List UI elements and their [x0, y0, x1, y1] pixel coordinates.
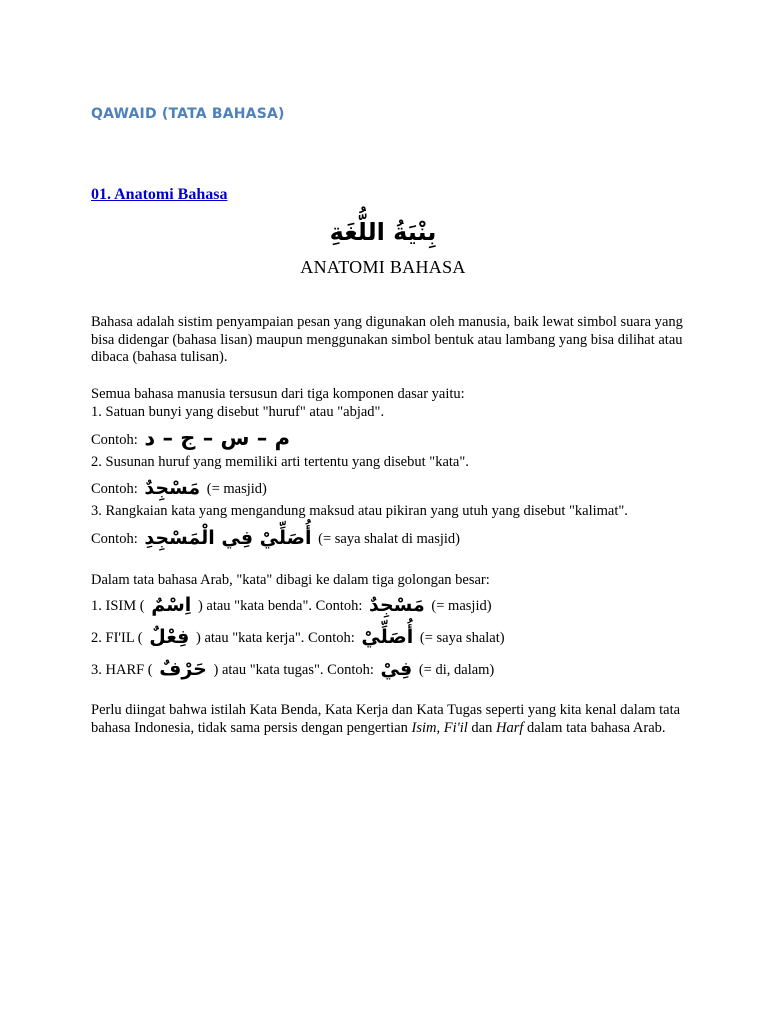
- arabic-term: حَرْفٌ: [159, 658, 207, 680]
- example-1: [91, 426, 293, 450]
- arabic-example: فِيْ: [380, 658, 413, 680]
- example-3: [91, 529, 460, 548]
- example-meaning: (= saya shalat di masjid): [318, 531, 460, 547]
- example-label: Contoh:: [91, 481, 138, 497]
- component-item-3: 3. Rangkaian kata yang mengandung maksud atau pikiran yang utuh yang disebut "kalimat".: [91, 503, 628, 519]
- word-classes-lead: Dalam tata bahasa Arab, "kata" dibagi ke dalam tiga golongan besar:: [91, 572, 490, 588]
- word-class-desc: ) atau "kata benda". Contoh:: [197, 598, 363, 614]
- example-meaning: (= masjid): [206, 481, 267, 497]
- example-label: Contoh:: [91, 432, 138, 448]
- term-harf: Harf: [495, 719, 524, 736]
- word-class-prefix: 1. ISIM (: [91, 598, 145, 614]
- arabic-term: فِعْلٌ: [149, 626, 190, 648]
- word-class-prefix: 3. HARF (: [91, 662, 153, 678]
- arabic-word: مَسْجِدٌ: [144, 477, 201, 499]
- component-item-1: 1. Satuan bunyi yang disebut "huruf" atau "abjad".: [91, 404, 385, 420]
- note-text-end: dalam tata bahasa Arab.: [523, 719, 666, 736]
- word-class-item-fiil: [91, 628, 505, 647]
- word-class-desc: ) atau "kata tugas". Contoh:: [213, 662, 374, 678]
- note-paragraph: [91, 702, 691, 737]
- term-isim: Isim: [411, 719, 437, 736]
- word-class-prefix: 2. FI'IL (: [91, 630, 143, 646]
- example-2: [91, 479, 267, 498]
- component-item-2: 2. Susunan huruf yang memiliki arti tertentu yang disebut "kata".: [91, 454, 469, 470]
- word-class-item-isim: [91, 596, 492, 615]
- arabic-title: بِنْيَةُ اللُّغَةِ: [329, 218, 437, 246]
- word-class-desc: ) atau "kata kerja". Contoh:: [195, 630, 355, 646]
- example-meaning: (= saya shalat): [419, 630, 505, 646]
- components-lead: Semua bahasa manusia tersusun dari tiga komponen dasar yaitu:: [91, 386, 465, 402]
- note-separator: ,: [436, 719, 444, 736]
- word-class-item-harf: [91, 660, 494, 679]
- arabic-sentence: أُصَلِّيْ فِي الْمَسْجِدِ: [144, 527, 312, 549]
- section-title: ANATOMI BAHASA: [300, 257, 466, 277]
- note-separator: dan: [467, 719, 496, 736]
- note-text: Perlu diingat bahwa istilah Kata Benda, Kata Kerja dan Kata Tugas seperti yang kita kenal dalam tata bahasa Indonesia, tidak sama persis dengan pengertian: [91, 702, 681, 736]
- example-meaning: (= di, dalam): [418, 662, 495, 678]
- arabic-example: مَسْجِدٌ: [369, 594, 425, 616]
- arabic-term: اِسْمٌ: [151, 594, 192, 616]
- example-meaning: (= masjid): [431, 598, 492, 614]
- example-label: Contoh:: [91, 531, 138, 547]
- arabic-letters: م – س – ج – د: [144, 426, 291, 450]
- document-heading: QAWAID (TATA BAHASA): [91, 106, 285, 122]
- intro-paragraph: Bahasa adalah sistim penyampaian pesan yang digunakan oleh manusia, baik lewat simbol suara yang bisa didengar (bahasa lisan) maupun menggunakan simbol bentuk atau lambang yang bisa dilihat atau dibaca (bahasa tulisan).: [91, 314, 683, 365]
- term-fiil: Fi'il: [443, 719, 468, 736]
- section-link-anatomi-bahasa[interactable]: 01. Anatomi Bahasa: [91, 186, 228, 203]
- arabic-example: أُصَلِّيْ: [361, 626, 414, 648]
